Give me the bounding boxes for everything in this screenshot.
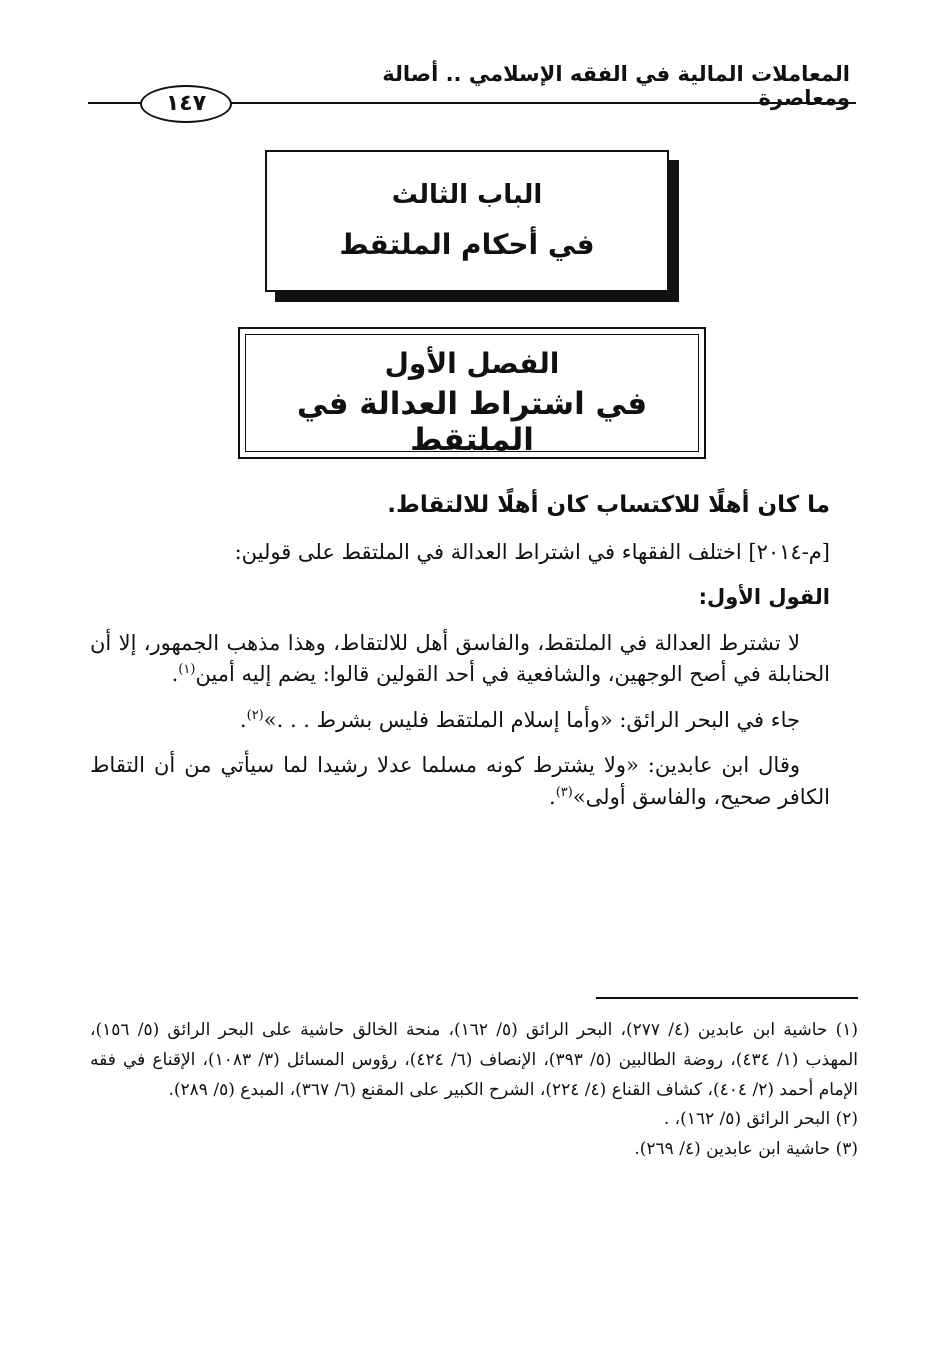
paragraph-2-text: جاء في البحر الرائق: «وأما إسلام الملتقط فليس بشرط . . .» (263, 707, 800, 732)
paragraph-1-text: لا تشترط العدالة في الملتقط، والفاسق أهل للالتقاط، وهذا مذهب الجمهور، إلا أن الحنابلة في أصح الوجهين، والشافعية في أحد القولين قالوا: يضم إليه أمين (90, 630, 830, 686)
lead-principle: ما كان أهلًا للاكتساب كان أهلًا للالتقاط. (387, 492, 830, 518)
first-opinion-heading: القول الأول: (698, 585, 830, 609)
footnotes (90, 1016, 858, 1165)
chapter-title-inner-frame (245, 334, 699, 458)
page-number: ١٤٧ (140, 85, 232, 123)
footnote-ref-3[interactable]: (٣) (555, 784, 573, 800)
footnote-ref-1[interactable]: (١) (178, 662, 196, 677)
paragraph-1-end: . (171, 662, 179, 686)
footnote-2: (٢) البحر الرائق (٥/ ١٦٢)، . (663, 1109, 858, 1130)
paragraph-1 (90, 628, 830, 691)
section-title: الباب الثالث (391, 180, 543, 210)
footnote-1: (١) حاشية ابن عابدين (٤/ ٢٧٧)، البحر الرائق (٥/ ١٦٢)، منحة الخالق حاشية على البحر الرائق (٥/ ١٥٦)، المهذب (١/ ٤٣٤)، روضة الطالبين (٥/ ٣٩٣)، الإنصاف (٦/ ٤٢٤)، رؤوس المسائل (٣/ ١٠٨٣)، الإقناع في فقه الإمام أحمد (٢/ ٤٠٤)، كشاف القناع (٤/ ٢٢٤)، الشرح الكبير على المقنع (٦/ ٣٦٧)، المبدع (٥/ ٢٨٩). (90, 1020, 859, 1100)
paragraph-2-end: . (239, 707, 247, 732)
chapter-subtitle: في اشتراط العدالة في الملتقط (296, 386, 648, 458)
paragraph-2 (90, 705, 830, 737)
running-header: المعاملات المالية في الفقه الإسلامي .. أصالة ومعاصرة (382, 62, 850, 110)
body-text (90, 488, 830, 827)
section-title-box (265, 150, 669, 292)
paragraph-3 (90, 750, 830, 813)
footnote-3: (٣) حاشية ابن عابدين (٤/ ٢٦٩). (634, 1139, 858, 1159)
chapter-title-box (238, 327, 706, 459)
footnote-ref-2[interactable]: (٢) (246, 707, 264, 723)
paragraph-3-end: . (549, 784, 556, 809)
paragraph-3-text: وقال ابن عابدين: «ولا يشترط كونه مسلما عدلا رشيدا لما سيأتي من أن التقاط الكافر صحيح، والفاسق أولى» (90, 753, 830, 809)
chapter-title: الفصل الأول (384, 347, 560, 380)
intro-paragraph: [م-٢٠١٤] اختلف الفقهاء في اشتراط العدالة في الملتقط على قولين: (234, 539, 830, 564)
section-subtitle: في أحكام الملتقط (339, 228, 595, 261)
footnote-separator (596, 997, 858, 999)
